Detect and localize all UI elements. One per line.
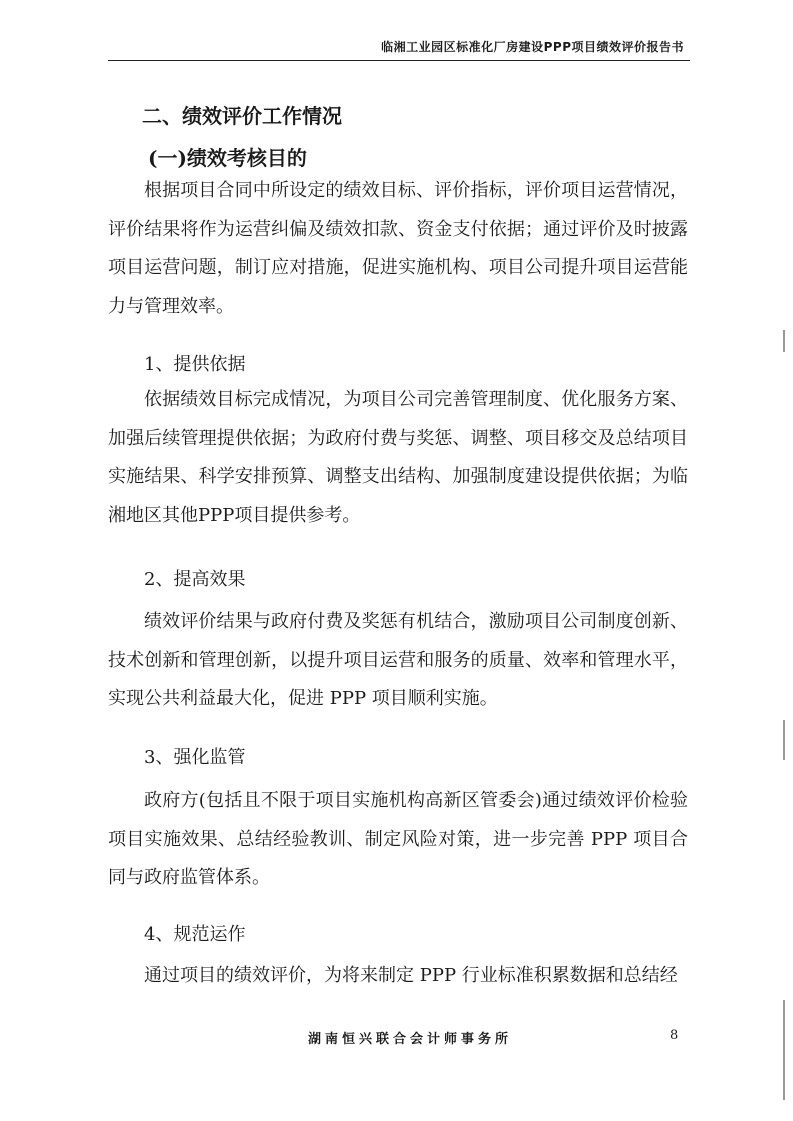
item-title-2: 2、提高效果 — [144, 569, 246, 590]
scan-margin-mark — [783, 720, 785, 760]
item-paragraph-3: 政府方(包括且不限于项目实施机构高新区管委会)通过绩效评价检验项目实施效果、总结经验教训、制定风险对策，进一步完善 PPP 项目合同与政府监管体系。 — [108, 790, 688, 888]
intro-paragraph: 根据项目合同中所设定的绩效目标、评价指标，评价项目运营情况，评价结果将作为运营纠偏及绩效扣款、资金支付依据；通过评价及时披露项目运营问题，制订应对措施，促进实施机构、项目公司提升项目运营能力与管理效率。 — [108, 180, 688, 317]
page-header: 临湘工业园区标准化厂房建设PPP项目绩效评价报告书 — [381, 40, 684, 54]
section-subheading: (一)绩效考核目的 — [148, 146, 307, 170]
item-paragraph-4: 通过项目的绩效评价，为将来制定 PPP 行业标准积累数据和总结经 — [144, 965, 678, 986]
scan-margin-mark — [783, 330, 785, 352]
header-rule — [108, 60, 690, 61]
page-number: 8 — [670, 1028, 679, 1043]
item-paragraph-2: 绩效评价结果与政府付费及奖惩有机结合，激励项目公司制度创新、技术创新和管理创新，以提升项目运营和服务的质量、效率和管理水平，实现公共利益最大化，促进 PPP 项目顺利实施。 — [108, 611, 688, 709]
item-paragraph-1: 依据绩效目标完成情况，为项目公司完善管理制度、优化服务方案、加强后续管理提供依据；为政府付费与奖惩、调整、项目移交及总结项目实施结果、科学安排预算、调整支出结构、加强制度建设提供依据；为临湘地区其他PPP项目提供参考。 — [108, 389, 688, 526]
item-title-4: 4、规范运作 — [144, 924, 246, 945]
footer-firm-name: 湖南恒兴联合会计师事务所 — [308, 1032, 513, 1047]
scan-margin-mark — [783, 1000, 785, 1100]
item-title-3: 3、强化监管 — [144, 747, 246, 768]
item-title-1: 1、提供依据 — [144, 354, 246, 375]
section-heading: 二、绩效评价工作情况 — [142, 104, 342, 128]
